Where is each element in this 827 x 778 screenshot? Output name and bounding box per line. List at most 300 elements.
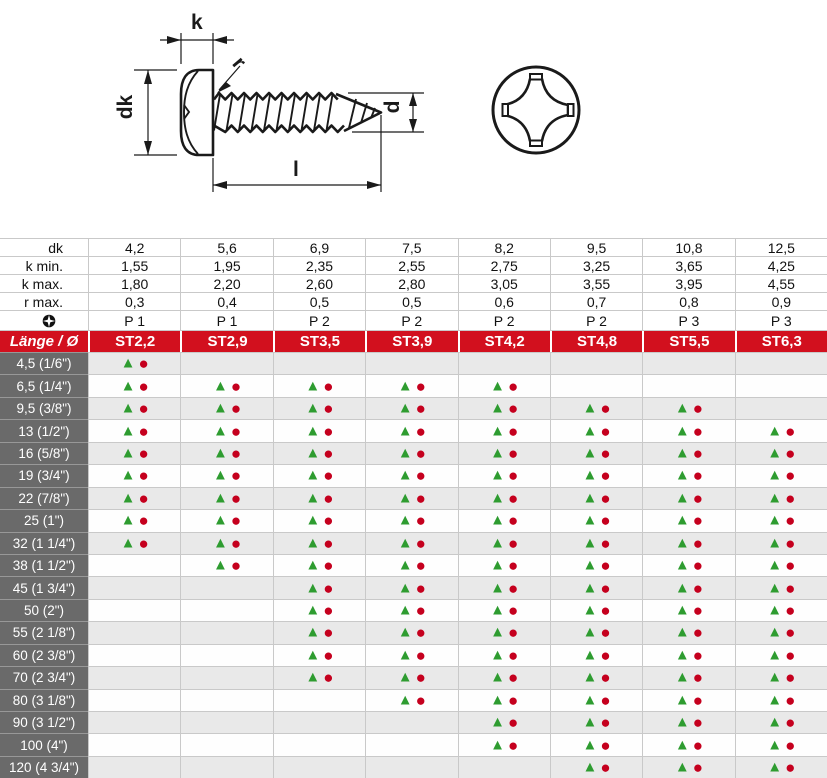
availability-cell: [550, 621, 642, 643]
availability-cell: [458, 532, 550, 554]
availability-cell: [735, 442, 827, 464]
circle-icon: ●: [507, 623, 519, 643]
availability-cell: [550, 419, 642, 441]
availability-cell: [365, 419, 457, 441]
circle-icon: ●: [507, 645, 519, 665]
circle-icon: ●: [692, 645, 703, 665]
circle-icon: ●: [415, 511, 426, 531]
availability-cell: [365, 397, 457, 419]
availability-cell: [550, 733, 642, 755]
circle-icon: ●: [692, 578, 703, 598]
circle-icon: ●: [230, 443, 242, 463]
triangle-icon: ▲: [582, 489, 598, 507]
circle-icon: ●: [785, 758, 796, 778]
triangle-icon: ▲: [490, 489, 505, 507]
triangle-icon: ▲: [397, 511, 413, 529]
table-row: [0, 644, 827, 666]
triangle-icon: ▲: [674, 736, 690, 754]
circle-icon: ●: [323, 578, 334, 598]
column-header-ST2-9: ST2,9: [180, 331, 272, 352]
availability-cell: [642, 689, 734, 711]
triangle-icon: ▲: [674, 668, 690, 686]
triangle-icon: ▲: [397, 579, 413, 597]
triangle-icon: ▲: [674, 444, 690, 462]
triangle-icon: ▲: [397, 534, 413, 552]
availability-cell: [88, 733, 180, 755]
circle-icon: ●: [600, 713, 611, 733]
availability-cell: [550, 689, 642, 711]
circle-icon: ●: [600, 735, 611, 755]
circle-icon: ●: [323, 376, 334, 396]
availability-cell: [458, 576, 550, 598]
triangle-icon: ▲: [582, 511, 598, 529]
availability-cell: [273, 397, 365, 419]
spec-value-cell: P 2: [458, 311, 550, 330]
circle-icon: ●: [323, 668, 334, 688]
spec-value-cell: 4,55: [735, 275, 827, 292]
table-row: [0, 554, 827, 576]
circle-icon: ●: [415, 421, 426, 441]
triangle-icon: ▲: [767, 444, 783, 462]
availability-cell: [550, 576, 642, 598]
availability-cell: [88, 554, 180, 576]
triangle-icon: ▲: [397, 466, 413, 484]
circle-icon: ●: [507, 488, 519, 508]
triangle-icon: ▲: [397, 556, 413, 574]
triangle-icon: ▲: [582, 422, 598, 440]
circle-icon: ●: [138, 466, 149, 486]
circle-icon: ●: [785, 601, 796, 621]
circle-icon: ●: [785, 668, 796, 688]
row-label: 4,5 (1/6"): [0, 352, 88, 374]
availability-cell: [735, 374, 827, 396]
availability-cell: [180, 689, 272, 711]
triangle-icon: ▲: [767, 466, 783, 484]
availability-cell: [735, 666, 827, 688]
spec-value-cell: P 2: [365, 311, 457, 330]
availability-cell: [642, 419, 734, 441]
spec-value-cell: 4,25: [735, 257, 827, 274]
circle-icon: ●: [692, 735, 703, 755]
triangle-icon: ▲: [490, 466, 505, 484]
circle-icon: ●: [415, 556, 426, 576]
availability-cell: [88, 352, 180, 374]
availability-cell: [273, 509, 365, 531]
dim-label-l: l: [293, 158, 299, 181]
circle-icon: ●: [415, 601, 426, 621]
availability-cell: [642, 487, 734, 509]
availability-cell: [88, 374, 180, 396]
triangle-icon: ▲: [767, 691, 783, 709]
triangle-icon: ▲: [120, 399, 136, 417]
circle-icon: ●: [230, 466, 242, 486]
triangle-icon: ▲: [767, 623, 783, 641]
availability-cell: [735, 576, 827, 598]
circle-icon: ●: [785, 488, 796, 508]
availability-cell: [458, 487, 550, 509]
triangle-icon: ▲: [674, 601, 690, 619]
circle-icon: ●: [692, 690, 703, 710]
circle-icon: ●: [785, 690, 796, 710]
column-header-ST4-2: ST4,2: [458, 331, 550, 352]
availability-cell: [273, 644, 365, 666]
triangle-icon: ▲: [305, 422, 321, 440]
triangle-icon: ▲: [582, 713, 598, 731]
availability-cell: [642, 397, 734, 419]
table-row: [0, 621, 827, 643]
spec-value-cell: 1,95: [180, 257, 272, 274]
circle-icon: ●: [507, 443, 519, 463]
table-row: [0, 397, 827, 419]
circle-icon: ●: [323, 533, 334, 553]
availability-cell: [735, 419, 827, 441]
row-label: 13 (1/2"): [0, 419, 88, 441]
circle-icon: ●: [415, 488, 426, 508]
circle-icon: ●: [507, 601, 519, 621]
triangle-icon: ▲: [490, 422, 505, 440]
availability-cell: [735, 644, 827, 666]
matrix-header-row: [0, 331, 827, 352]
spec-value-cell: 5,6: [180, 239, 272, 256]
column-header-ST4-8: ST4,8: [550, 331, 642, 352]
availability-cell: [180, 352, 272, 374]
availability-cell: [458, 464, 550, 486]
availability-cell: [88, 442, 180, 464]
triangle-icon: ▲: [305, 668, 321, 686]
size-availability-table: [0, 238, 827, 778]
table-row: [0, 599, 827, 621]
triangle-icon: ▲: [674, 511, 690, 529]
spec-value-cell: 4,2: [88, 239, 180, 256]
availability-cell: [273, 464, 365, 486]
column-header-ST5-5: ST5,5: [642, 331, 734, 352]
phillips-icon: [42, 314, 56, 328]
availability-cell: [273, 711, 365, 733]
triangle-icon: ▲: [397, 623, 413, 641]
triangle-icon: ▲: [212, 377, 228, 395]
circle-icon: ●: [692, 668, 703, 688]
spec-value-cell: P 2: [273, 311, 365, 330]
availability-cell: [180, 464, 272, 486]
availability-cell: [365, 666, 457, 688]
circle-icon: ●: [138, 511, 149, 531]
circle-icon: ●: [600, 601, 611, 621]
circle-icon: ●: [323, 488, 334, 508]
table-row: [0, 689, 827, 711]
circle-icon: ●: [138, 354, 149, 374]
triangle-icon: ▲: [397, 691, 413, 709]
triangle-icon: ▲: [674, 579, 690, 597]
triangle-icon: ▲: [674, 489, 690, 507]
circle-icon: ●: [600, 578, 611, 598]
circle-icon: ●: [785, 511, 796, 531]
row-label: 70 (2 3/4"): [0, 666, 88, 688]
availability-cell: [458, 442, 550, 464]
availability-cell: [88, 487, 180, 509]
availability-cell: [365, 352, 457, 374]
circle-icon: ●: [692, 399, 703, 419]
circle-icon: ●: [785, 421, 796, 441]
availability-cell: [88, 599, 180, 621]
circle-icon: ●: [230, 376, 242, 396]
availability-cell: [88, 711, 180, 733]
row-label: 90 (3 1/2"): [0, 711, 88, 733]
spec-value-cell: 12,5: [735, 239, 827, 256]
availability-cell: [550, 397, 642, 419]
triangle-icon: ▲: [582, 556, 598, 574]
triangle-icon: ▲: [674, 713, 690, 731]
circle-icon: ●: [415, 443, 426, 463]
spec-value-cell: 6,9: [273, 239, 365, 256]
availability-cell: [365, 554, 457, 576]
table-row: [0, 374, 827, 396]
circle-icon: ●: [323, 601, 334, 621]
circle-icon: ●: [507, 578, 519, 598]
triangle-icon: ▲: [120, 511, 136, 529]
availability-cell: [550, 666, 642, 688]
circle-icon: ●: [415, 376, 426, 396]
spec-row-label: k min.: [25, 257, 63, 274]
triangle-icon: ▲: [490, 736, 505, 754]
availability-cell: [458, 352, 550, 374]
availability-cell: [642, 599, 734, 621]
availability-cell: [273, 554, 365, 576]
triangle-icon: ▲: [767, 601, 783, 619]
table-row: [0, 509, 827, 531]
triangle-icon: ▲: [490, 377, 505, 395]
spec-row-label: k max.: [21, 275, 63, 292]
spec-value-cell: 2,75: [458, 257, 550, 274]
triangle-icon: ▲: [305, 534, 321, 552]
circle-icon: ●: [138, 421, 149, 441]
availability-cell: [458, 599, 550, 621]
spec-row: [0, 293, 827, 311]
availability-cell: [180, 711, 272, 733]
availability-cell: [180, 442, 272, 464]
spec-value-cell: 1,80: [88, 275, 180, 292]
circle-icon: ●: [600, 511, 611, 531]
triangle-icon: ▲: [767, 511, 783, 529]
availability-cell: [550, 352, 642, 374]
circle-icon: ●: [323, 645, 334, 665]
availability-cell: [550, 644, 642, 666]
availability-cell: [365, 487, 457, 509]
table-row: [0, 352, 827, 374]
triangle-icon: ▲: [490, 534, 505, 552]
column-header-ST3-9: ST3,9: [365, 331, 457, 352]
row-label: 120 (4 3/4"): [0, 756, 88, 778]
row-label: 6,5 (1/4"): [0, 374, 88, 396]
column-header-ST3-5: ST3,5: [273, 331, 365, 352]
spec-value-cell: 0,5: [273, 293, 365, 310]
triangle-icon: ▲: [582, 444, 598, 462]
availability-cell: [642, 464, 734, 486]
circle-icon: ●: [692, 623, 703, 643]
triangle-icon: ▲: [767, 736, 783, 754]
availability-cell: [550, 554, 642, 576]
triangle-icon: ▲: [120, 354, 136, 372]
availability-cell: [273, 666, 365, 688]
availability-cell: [88, 644, 180, 666]
spec-row: [0, 311, 827, 331]
circle-icon: ●: [230, 556, 242, 576]
availability-cell: [735, 554, 827, 576]
circle-icon: ●: [692, 556, 703, 576]
spec-value-cell: 0,8: [642, 293, 734, 310]
triangle-icon: ▲: [582, 579, 598, 597]
availability-cell: [365, 509, 457, 531]
circle-icon: ●: [507, 421, 519, 441]
triangle-icon: ▲: [490, 556, 505, 574]
circle-icon: ●: [507, 690, 519, 710]
availability-cell: [642, 733, 734, 755]
availability-cell: [735, 711, 827, 733]
availability-cell: [550, 532, 642, 554]
availability-cell: [735, 621, 827, 643]
spec-value-cell: P 1: [88, 311, 180, 330]
circle-icon: ●: [692, 601, 703, 621]
triangle-icon: ▲: [582, 668, 598, 686]
triangle-icon: ▲: [397, 422, 413, 440]
row-label: 80 (3 1/8"): [0, 689, 88, 711]
dim-label-k: k: [191, 11, 203, 34]
availability-cell: [88, 397, 180, 419]
availability-cell: [735, 397, 827, 419]
triangle-icon: ▲: [767, 422, 783, 440]
triangle-icon: ▲: [305, 601, 321, 619]
circle-icon: ●: [600, 690, 611, 710]
availability-cell: [180, 487, 272, 509]
table-row: [0, 733, 827, 755]
triangle-icon: ▲: [212, 399, 228, 417]
row-label: 100 (4"): [0, 733, 88, 755]
row-label: 16 (5/8"): [0, 442, 88, 464]
spec-row-label: dk: [48, 239, 63, 256]
availability-cell: [88, 464, 180, 486]
triangle-icon: ▲: [767, 758, 783, 776]
triangle-icon: ▲: [305, 377, 321, 395]
availability-cell: [458, 554, 550, 576]
availability-cell: [273, 576, 365, 598]
availability-cell: [642, 509, 734, 531]
triangle-icon: ▲: [490, 579, 505, 597]
availability-cell: [273, 621, 365, 643]
triangle-icon: ▲: [305, 466, 321, 484]
triangle-icon: ▲: [120, 444, 136, 462]
table-row: [0, 756, 827, 778]
triangle-icon: ▲: [582, 466, 598, 484]
availability-cell: [180, 509, 272, 531]
availability-cell: [88, 419, 180, 441]
triangle-icon: ▲: [212, 444, 228, 462]
length-diameter-matrix: [0, 331, 827, 778]
spec-row-label: r max.: [24, 293, 63, 310]
circle-icon: ●: [323, 399, 334, 419]
triangle-icon: ▲: [397, 646, 413, 664]
availability-cell: [550, 756, 642, 778]
availability-cell: [642, 711, 734, 733]
availability-cell: [735, 532, 827, 554]
triangle-icon: ▲: [212, 489, 228, 507]
availability-cell: [735, 599, 827, 621]
availability-cell: [365, 689, 457, 711]
circle-icon: ●: [138, 443, 149, 463]
circle-icon: ●: [692, 421, 703, 441]
circle-icon: ●: [230, 511, 242, 531]
availability-cell: [180, 733, 272, 755]
spec-value-cell: P 3: [642, 311, 734, 330]
triangle-icon: ▲: [490, 444, 505, 462]
availability-cell: [180, 554, 272, 576]
spec-value-cell: 2,20: [180, 275, 272, 292]
triangle-icon: ▲: [490, 399, 505, 417]
circle-icon: ●: [323, 421, 334, 441]
circle-icon: ●: [600, 668, 611, 688]
circle-icon: ●: [600, 533, 611, 553]
circle-icon: ●: [692, 511, 703, 531]
circle-icon: ●: [600, 623, 611, 643]
triangle-icon: ▲: [120, 466, 136, 484]
circle-icon: ●: [507, 735, 519, 755]
availability-cell: [458, 509, 550, 531]
spec-value-cell: 8,2: [458, 239, 550, 256]
triangle-icon: ▲: [305, 579, 321, 597]
triangle-icon: ▲: [397, 377, 413, 395]
row-label: 45 (1 3/4"): [0, 576, 88, 598]
availability-cell: [273, 756, 365, 778]
circle-icon: ●: [600, 488, 611, 508]
circle-icon: ●: [600, 645, 611, 665]
availability-cell: [642, 644, 734, 666]
spec-value-cell: 9,5: [550, 239, 642, 256]
spec-value-cell: 0,9: [735, 293, 827, 310]
row-label: 38 (1 1/2"): [0, 554, 88, 576]
circle-icon: ●: [507, 533, 519, 553]
triangle-icon: ▲: [212, 466, 228, 484]
availability-cell: [458, 374, 550, 396]
availability-cell: [180, 397, 272, 419]
phillips-head-top-view: [493, 67, 579, 153]
circle-icon: ●: [785, 713, 796, 733]
triangle-icon: ▲: [582, 646, 598, 664]
availability-cell: [458, 644, 550, 666]
triangle-icon: ▲: [582, 758, 598, 776]
triangle-icon: ▲: [212, 534, 228, 552]
circle-icon: ●: [692, 488, 703, 508]
circle-icon: ●: [138, 488, 149, 508]
triangle-icon: ▲: [305, 646, 321, 664]
spec-value-cell: 2,80: [365, 275, 457, 292]
triangle-icon: ▲: [305, 511, 321, 529]
row-label: 19 (3/4"): [0, 464, 88, 486]
availability-cell: [365, 374, 457, 396]
availability-cell: [458, 621, 550, 643]
circle-icon: ●: [600, 399, 611, 419]
table-row: [0, 666, 827, 688]
availability-cell: [550, 487, 642, 509]
circle-icon: ●: [507, 511, 519, 531]
circle-icon: ●: [230, 421, 242, 441]
availability-cell: [180, 576, 272, 598]
availability-cell: [180, 666, 272, 688]
availability-cell: [273, 442, 365, 464]
availability-cell: [735, 487, 827, 509]
triangle-icon: ▲: [490, 713, 505, 731]
availability-cell: [458, 397, 550, 419]
availability-cell: [642, 532, 734, 554]
spec-value-cell: 3,05: [458, 275, 550, 292]
table-row: [0, 532, 827, 554]
